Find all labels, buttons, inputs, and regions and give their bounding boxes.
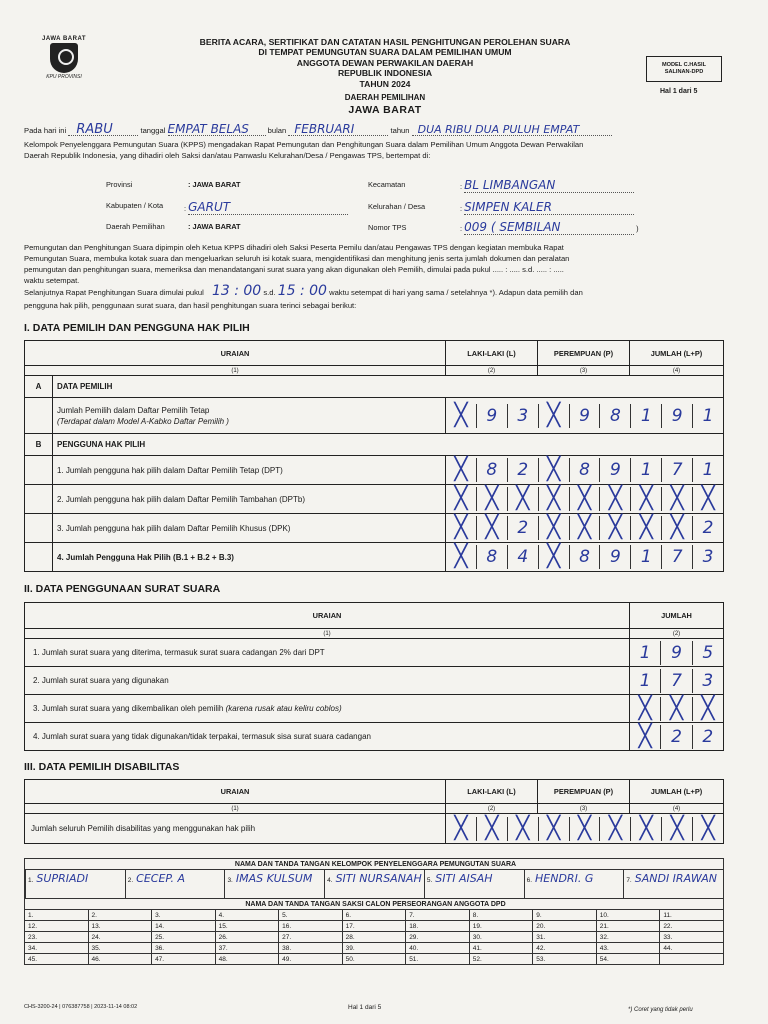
s2-r1-digits — [630, 641, 723, 665]
crossed-box: ╳ — [454, 486, 468, 511]
kpps-member-number: 6. — [526, 877, 533, 884]
saksi-cell: 48. — [215, 954, 279, 965]
opening-text — [24, 139, 754, 161]
digit-box: 7 — [661, 545, 692, 569]
digit-box: 4 — [507, 545, 538, 569]
kpps-member — [324, 870, 424, 898]
crossed-box: ╳ — [630, 487, 661, 511]
s3-header-uraian: URAIAN — [25, 780, 446, 804]
kpps-member-name: CECEP. A — [136, 872, 186, 885]
saksi-cell: 54. — [596, 954, 660, 965]
crossed-box: ╳ — [569, 487, 600, 511]
saksi-cell: 40. — [406, 943, 470, 954]
saksi-cell: 5. — [279, 910, 343, 921]
crossed-box: ╳ — [538, 487, 569, 511]
kpps-member — [524, 870, 624, 898]
kpps-member-name: SANDI IRAWAN — [634, 872, 717, 885]
model-line-1: MODEL C.HASIL — [661, 62, 707, 68]
page-number: Hal 1 dari 5 — [660, 88, 698, 95]
tahun-value: DUA RIBU DUA PULUH EMPAT — [412, 124, 612, 136]
s3-col-num-3: (3) — [538, 804, 630, 814]
saksi-cell: 42. — [533, 943, 597, 954]
crossed-box: ╳ — [660, 697, 691, 721]
saksi-cell: 2. — [88, 910, 152, 921]
tahun-label: tahun — [390, 126, 410, 135]
saksi-cell: 12. — [25, 921, 89, 932]
s2-r4-digits — [630, 725, 723, 749]
tanggal-label: tanggal — [140, 126, 166, 135]
digit-box: 8 — [599, 404, 630, 428]
crossed-box: ╳ — [507, 817, 538, 841]
kpps-member-number: 1. — [28, 877, 34, 884]
digit-box: 8 — [476, 458, 507, 482]
dapil-label: DAERAH PEMILIHAN — [344, 93, 426, 103]
digit-box: 8 — [569, 545, 600, 569]
saksi-cell: 7. — [406, 910, 470, 921]
saksi-cell: 8. — [469, 910, 533, 921]
saksi-cell: 46. — [88, 954, 152, 965]
saksi-cell: 13. — [88, 921, 152, 932]
crossed-box: ╳ — [569, 817, 600, 841]
title-line-1: BERITA ACARA, SERTIFIKAT DAN CATATAN HASIL PENGHITUNGAN PEROLEHAN SUARA — [199, 37, 571, 47]
opening-text-1: Kelompok Penyelenggara Pemungutan Suara (KPPS) mengadakan Rapat Pemungutan dan Penghitungan Suara dalam Pemilihan Umum Anggota Dewan Perwakilan — [24, 140, 584, 149]
digit-box: 2 — [507, 516, 538, 540]
saksi-cell: 20. — [533, 921, 597, 932]
saksi-cell: 45. — [25, 954, 89, 965]
kpps-member-name: IMAS KULSUM — [235, 872, 313, 885]
saksi-cell: 15. — [215, 921, 279, 932]
b1-label: 1. Jumlah pengguna hak pilih dalam Daftar Pemilih Tetap (DPT) — [53, 456, 446, 485]
s2-col-num-2: (2) — [630, 629, 724, 639]
paragraph-line-6: pengguna hak pilih, penggunaan surat suara, dan hasil penghitungan suara terinci sebagai berikut: — [24, 301, 357, 310]
b2-digits — [446, 487, 723, 511]
crossed-box: ╳ — [454, 457, 468, 482]
section-1-title: I. DATA PEMILIH DAN PENGGUNA HAK PILIH — [24, 322, 250, 334]
digit-box: 1 — [630, 404, 661, 428]
crossed-box: ╳ — [538, 516, 569, 540]
saksi-cell: 23. — [25, 932, 89, 943]
saksi-cell: 6. — [342, 910, 406, 921]
digit-box: 7 — [660, 669, 691, 693]
s2-r4-label: 4. Jumlah surat suara yang tidak digunakan/tidak terpakai, termasuk sisa surat suara cadangan — [25, 723, 630, 751]
digit-box: 2 — [692, 516, 723, 540]
digit-box: 1 — [630, 458, 661, 482]
b3-label: 3. Jumlah pengguna hak pilih dalam Daftar Pemilih Khusus (DPK) — [53, 514, 446, 543]
kpps-member — [424, 870, 524, 898]
saksi-cell: 35. — [88, 943, 152, 954]
crossed-box: ╳ — [661, 516, 692, 540]
provinsi-label: Provinsi — [106, 180, 133, 189]
saksi-signature-title: NAMA DAN TANDA TANGAN SAKSI CALON PERSEORANGAN ANGGOTA DPD — [25, 899, 724, 910]
kpu-emblem — [34, 36, 94, 98]
saksi-cell: 34. — [25, 943, 89, 954]
crossed-box: ╳ — [454, 815, 468, 841]
saksi-cell: 24. — [88, 932, 152, 943]
paragraph-line-5b: waktu setempat di hari yang sama / setelahnya *). Adapun data pemilih dan — [329, 288, 583, 297]
crossed-box: ╳ — [599, 516, 630, 540]
saksi-cell: 27. — [279, 932, 343, 943]
crossed-box: ╳ — [454, 515, 468, 540]
kpps-member-name: HENDRI. G — [535, 872, 594, 885]
saksi-cell: 28. — [342, 932, 406, 943]
kpps-member-name: SITI AISAH — [435, 872, 493, 885]
kpps-member-number: 7. — [626, 877, 632, 884]
crossed-box: ╳ — [692, 817, 723, 841]
document-title — [140, 37, 630, 116]
crossed-box: ╳ — [538, 545, 569, 569]
saksi-cell: 17. — [342, 921, 406, 932]
emblem-top-text: JAWA BARAT — [42, 36, 86, 42]
crossed-box: ╳ — [638, 695, 652, 721]
signature-table — [24, 858, 724, 965]
crossed-box: ╳ — [692, 487, 723, 511]
s3-header-laki: LAKI-LAKI (L) — [446, 780, 538, 804]
digit-box: 1 — [639, 642, 651, 663]
crossed-box: ╳ — [569, 516, 600, 540]
saksi-cell: 32. — [596, 932, 660, 943]
paragraph-line-2: Pemungutan Suara, membuka kotak suara dan mengeluarkan seluruh isi kotak suara, mengidentifikasi dan menghitung jenis serta jumlah dokumen dan peralatan — [24, 254, 570, 263]
kpu-logo-icon — [50, 43, 78, 73]
saksi-cell: 11. — [660, 910, 724, 921]
crossed-box: ╳ — [454, 544, 468, 569]
title-line-4: REPUBLIK INDONESIA — [337, 68, 433, 79]
s2-r3-digits — [630, 697, 723, 721]
saksi-cell: 49. — [279, 954, 343, 965]
saksi-cell: 29. — [406, 932, 470, 943]
crossed-box: ╳ — [476, 516, 507, 540]
section-a-title: DATA PEMILIH — [53, 376, 724, 398]
saksi-cell: 53. — [533, 954, 597, 965]
sd-label: s.d. — [263, 288, 276, 297]
kpps-member-number: 2. — [127, 877, 134, 884]
s1-col-num-1: (1) — [25, 366, 446, 376]
kpps-member — [224, 870, 324, 898]
saksi-cell: 31. — [533, 932, 597, 943]
procedure-paragraph — [24, 242, 754, 311]
b4-label: 4. Jumlah Pengguna Hak Pilih (B.1 + B.2 + B.3) — [53, 543, 446, 572]
s1-col-num-3: (3) — [538, 366, 630, 376]
s2-header-jumlah: JUMLAH — [630, 603, 724, 629]
digit-box: 9 — [599, 545, 630, 569]
saksi-cell: 43. — [596, 943, 660, 954]
digit-box: 3 — [692, 545, 723, 569]
crossed-box: ╳ — [630, 817, 661, 841]
model-box — [646, 56, 722, 82]
kelurahan-label: Kelurahan / Desa — [368, 202, 426, 211]
saksi-cell: 10. — [596, 910, 660, 921]
kpps-member-name: SITI NURSANAH — [335, 872, 422, 885]
model-line-2: SALINAN-DPD — [664, 69, 704, 75]
saksi-cell: 39. — [342, 943, 406, 954]
paragraph-line-4: waktu setempat. — [24, 276, 80, 285]
saksi-cell: 36. — [152, 943, 216, 954]
crossed-box: ╳ — [476, 487, 507, 511]
tps-value: 009 ( SEMBILAN — [464, 220, 634, 235]
a1-sublabel: (Terdapat dalam Model A-Kabko Daftar Pemilih ) — [57, 416, 229, 426]
crossed-box: ╳ — [638, 723, 652, 749]
crossed-box: ╳ — [454, 402, 468, 428]
kpps-signature-title: NAMA DAN TANDA TANGAN KELOMPOK PENYELENGGARA PEMUNGUTAN SUARA — [25, 859, 724, 870]
a1-label: Jumlah Pemilih dalam Daftar Pemilih Tetap — [57, 405, 210, 415]
ballot-usage-table — [24, 602, 724, 751]
saksi-cell: 4. — [215, 910, 279, 921]
kpps-signature-row — [25, 870, 723, 898]
digit-box: 1 — [692, 458, 723, 482]
end-time: 15 : 00 — [277, 283, 327, 299]
kabupaten-label: Kabupaten / Kota — [106, 201, 164, 210]
s1-col-num-4: (4) — [630, 366, 724, 376]
saksi-cell — [660, 954, 724, 965]
digit-box: 2 — [507, 458, 538, 482]
digit-box: 3 — [507, 404, 538, 428]
kpps-member-name: SUPRIADI — [36, 872, 89, 885]
bulan-label: bulan — [267, 126, 287, 135]
saksi-cell: 9. — [533, 910, 597, 921]
digit-box: 8 — [569, 458, 600, 482]
paragraph-line-5a: Selanjutnya Rapat Penghitungan Suara dimulai pukul — [24, 288, 204, 297]
s1-header-uraian: URAIAN — [25, 341, 446, 366]
s2-r2-digits — [630, 669, 723, 693]
a1-digits — [446, 404, 723, 428]
location-block: Provinsi : JAWA BARAT Kabupaten / Kota : GARUT Daerah Pemilihan : JAWA BARAT Kecamatan : BL LIMBANGAN Kelurahan / Desa : SIMPEN KALER Nomor TPS : 009 ( SEMBILAN ) — [106, 178, 639, 234]
crossed-box: ╳ — [661, 487, 692, 511]
tps-label: Nomor TPS — [368, 223, 407, 232]
saksi-cell: 33. — [660, 932, 724, 943]
s2-col-num-1: (1) — [25, 629, 630, 639]
s3-col-num-1: (1) — [25, 804, 446, 814]
crossed-box: ╳ — [538, 404, 569, 428]
dapil-field-label: Daerah Pemilihan — [106, 222, 165, 231]
saksi-cell: 3. — [152, 910, 216, 921]
crossed-box: ╳ — [661, 817, 692, 841]
section-b-marker: B — [25, 434, 53, 456]
disability-table — [24, 779, 724, 844]
digit-box: 9 — [661, 404, 692, 428]
digit-box: 9 — [476, 404, 507, 428]
kelurahan-value: SIMPEN KALER — [464, 200, 634, 215]
saksi-signature-grid — [25, 910, 724, 965]
s2-r2-label: 2. Jumlah surat suara yang digunakan — [25, 667, 630, 695]
b1-digits — [446, 458, 723, 482]
saksi-cell: 1. — [25, 910, 89, 921]
s2-r1-label: 1. Jumlah surat suara yang diterima, termasuk surat suara cadangan 2% dari DPT — [25, 639, 630, 667]
dapil-field-value: : JAWA BARAT — [188, 222, 241, 231]
digit-box: 2 — [660, 725, 691, 749]
saksi-cell: 38. — [279, 943, 343, 954]
saksi-cell: 51. — [406, 954, 470, 965]
kecamatan-value: BL LIMBANGAN — [464, 178, 634, 193]
b4-digits — [446, 545, 723, 569]
s3-header-perempuan: PEREMPUAN (P) — [538, 780, 630, 804]
hari-value: RABU — [68, 124, 138, 136]
saksi-cell: 21. — [596, 921, 660, 932]
provinsi-value: : JAWA BARAT — [188, 180, 241, 189]
s3-r1-digits — [446, 817, 723, 841]
title-line-2: DI TEMPAT PEMUNGUTAN SUARA DALAM PEMILIHAN UMUM — [258, 47, 512, 58]
crossed-box: ╳ — [538, 458, 569, 482]
s2-r3-note: (karena rusak atau keliru coblos) — [225, 704, 342, 713]
kpps-member — [125, 870, 225, 898]
digit-box: 9 — [569, 404, 600, 428]
section-3-title: III. DATA PEMILIH DISABILITAS — [24, 761, 180, 773]
footer-code: CHS-3200-24 | 076387758 | 2023-11-14 08:02 — [24, 1004, 138, 1010]
s1-header-laki: LAKI-LAKI (L) — [446, 341, 538, 366]
b2-label: 2. Jumlah pengguna hak pilih dalam Daftar Pemilih Tambahan (DPTb) — [53, 485, 446, 514]
s3-r1-label: Jumlah seluruh Pemilih disabilitas yang menggunakan hak pilih — [25, 814, 446, 844]
saksi-cell: 16. — [279, 921, 343, 932]
kpps-member-number: 3. — [227, 877, 233, 884]
paragraph-line-1: Pemungutan dan Penghitungan Suara dipimpin oleh Ketua KPPS dihadiri oleh Saksi Peserta Pemilu dan/atau Pengawas TPS dengan kegiatan membuka Rapat — [24, 243, 564, 252]
s2-r3-label: 3. Jumlah surat suara yang dikembalikan oleh pemilih — [33, 704, 224, 713]
saksi-cell: 26. — [215, 932, 279, 943]
saksi-cell: 50. — [342, 954, 406, 965]
saksi-cell: 25. — [152, 932, 216, 943]
pada-hari-label: Pada hari ini — [24, 126, 67, 135]
crossed-box: ╳ — [692, 697, 723, 721]
paragraph-line-3: pemungutan dan penghitungan suara, memeriksa dan menandatangani surat suara yang akan digunakan oleh Pemilih, dimulai pada pukul ..... : ..... s.d. ..... : ..... — [24, 265, 564, 274]
digit-box: 8 — [476, 545, 507, 569]
start-time: 13 : 00 — [211, 283, 262, 299]
kpps-member-number: 4. — [327, 877, 333, 884]
saksi-cell: 47. — [152, 954, 216, 965]
title-line-3: ANGGOTA DEWAN PERWAKILAN DAERAH — [296, 57, 474, 68]
saksi-cell: 14. — [152, 921, 216, 932]
saksi-cell: 37. — [215, 943, 279, 954]
saksi-cell: 52. — [469, 954, 533, 965]
saksi-cell: 18. — [406, 921, 470, 932]
tps-close: ) — [636, 224, 639, 233]
s3-header-jumlah: JUMLAH (L+P) — [630, 780, 724, 804]
digit-box: 3 — [692, 669, 723, 693]
bulan-value: FEBRUARI — [288, 124, 388, 136]
footer-page: Hal 1 dari 5 — [348, 1004, 382, 1011]
tanggal-value: EMPAT BELAS — [168, 124, 266, 136]
s2-header-uraian: URAIAN — [25, 603, 630, 629]
s1-header-jumlah: JUMLAH (L+P) — [630, 341, 724, 366]
kpps-member — [623, 870, 723, 898]
digit-box: 5 — [692, 641, 723, 665]
kecamatan-label: Kecamatan — [368, 180, 406, 189]
opening-text-2: Daerah Republik Indonesia, yang dihadiri oleh Saksi dan/atau Panwaslu Kelurahan/Desa / Pengawas TPS, bertempat di: — [24, 151, 431, 160]
digit-box: 1 — [639, 670, 651, 691]
section-2-title: II. DATA PENGGUNAAN SURAT SUARA — [24, 583, 221, 595]
crossed-box: ╳ — [476, 817, 507, 841]
s3-col-num-2: (2) — [446, 804, 538, 814]
crossed-box: ╳ — [630, 516, 661, 540]
digit-box: 9 — [599, 458, 630, 482]
digit-box: 7 — [661, 458, 692, 482]
section-b-title: PENGGUNA HAK PILIH — [53, 434, 724, 456]
saksi-cell: 30. — [469, 932, 533, 943]
b3-digits — [446, 516, 723, 540]
s3-col-num-4: (4) — [630, 804, 724, 814]
voter-data-table — [24, 340, 724, 572]
kpps-member — [25, 870, 125, 898]
saksi-cell: 22. — [660, 921, 724, 932]
s1-col-num-2: (2) — [446, 366, 538, 376]
crossed-box: ╳ — [507, 487, 538, 511]
emblem-bottom-text: KPU PROVINSI — [46, 74, 82, 80]
saksi-cell: 41. — [469, 943, 533, 954]
kabupaten-value: GARUT — [188, 200, 348, 215]
kpps-member-number: 5. — [426, 877, 433, 884]
section-a-marker: A — [25, 376, 53, 398]
crossed-box: ╳ — [538, 817, 569, 841]
saksi-cell: 44. — [660, 943, 724, 954]
dapil-name: JAWA BARAT — [348, 104, 422, 117]
s1-header-perempuan: PEREMPUAN (P) — [538, 341, 630, 366]
digit-box: 1 — [630, 545, 661, 569]
crossed-box: ╳ — [599, 817, 630, 841]
opening-line — [24, 124, 744, 136]
footer-note: *) Coret yang tidak perlu — [628, 1007, 693, 1013]
digit-box: 9 — [660, 641, 691, 665]
digit-box: 2 — [692, 725, 723, 749]
saksi-cell: 19. — [469, 921, 533, 932]
title-line-5: TAHUN 2024 — [359, 78, 411, 89]
digit-box: 1 — [692, 404, 723, 428]
crossed-box: ╳ — [599, 487, 630, 511]
